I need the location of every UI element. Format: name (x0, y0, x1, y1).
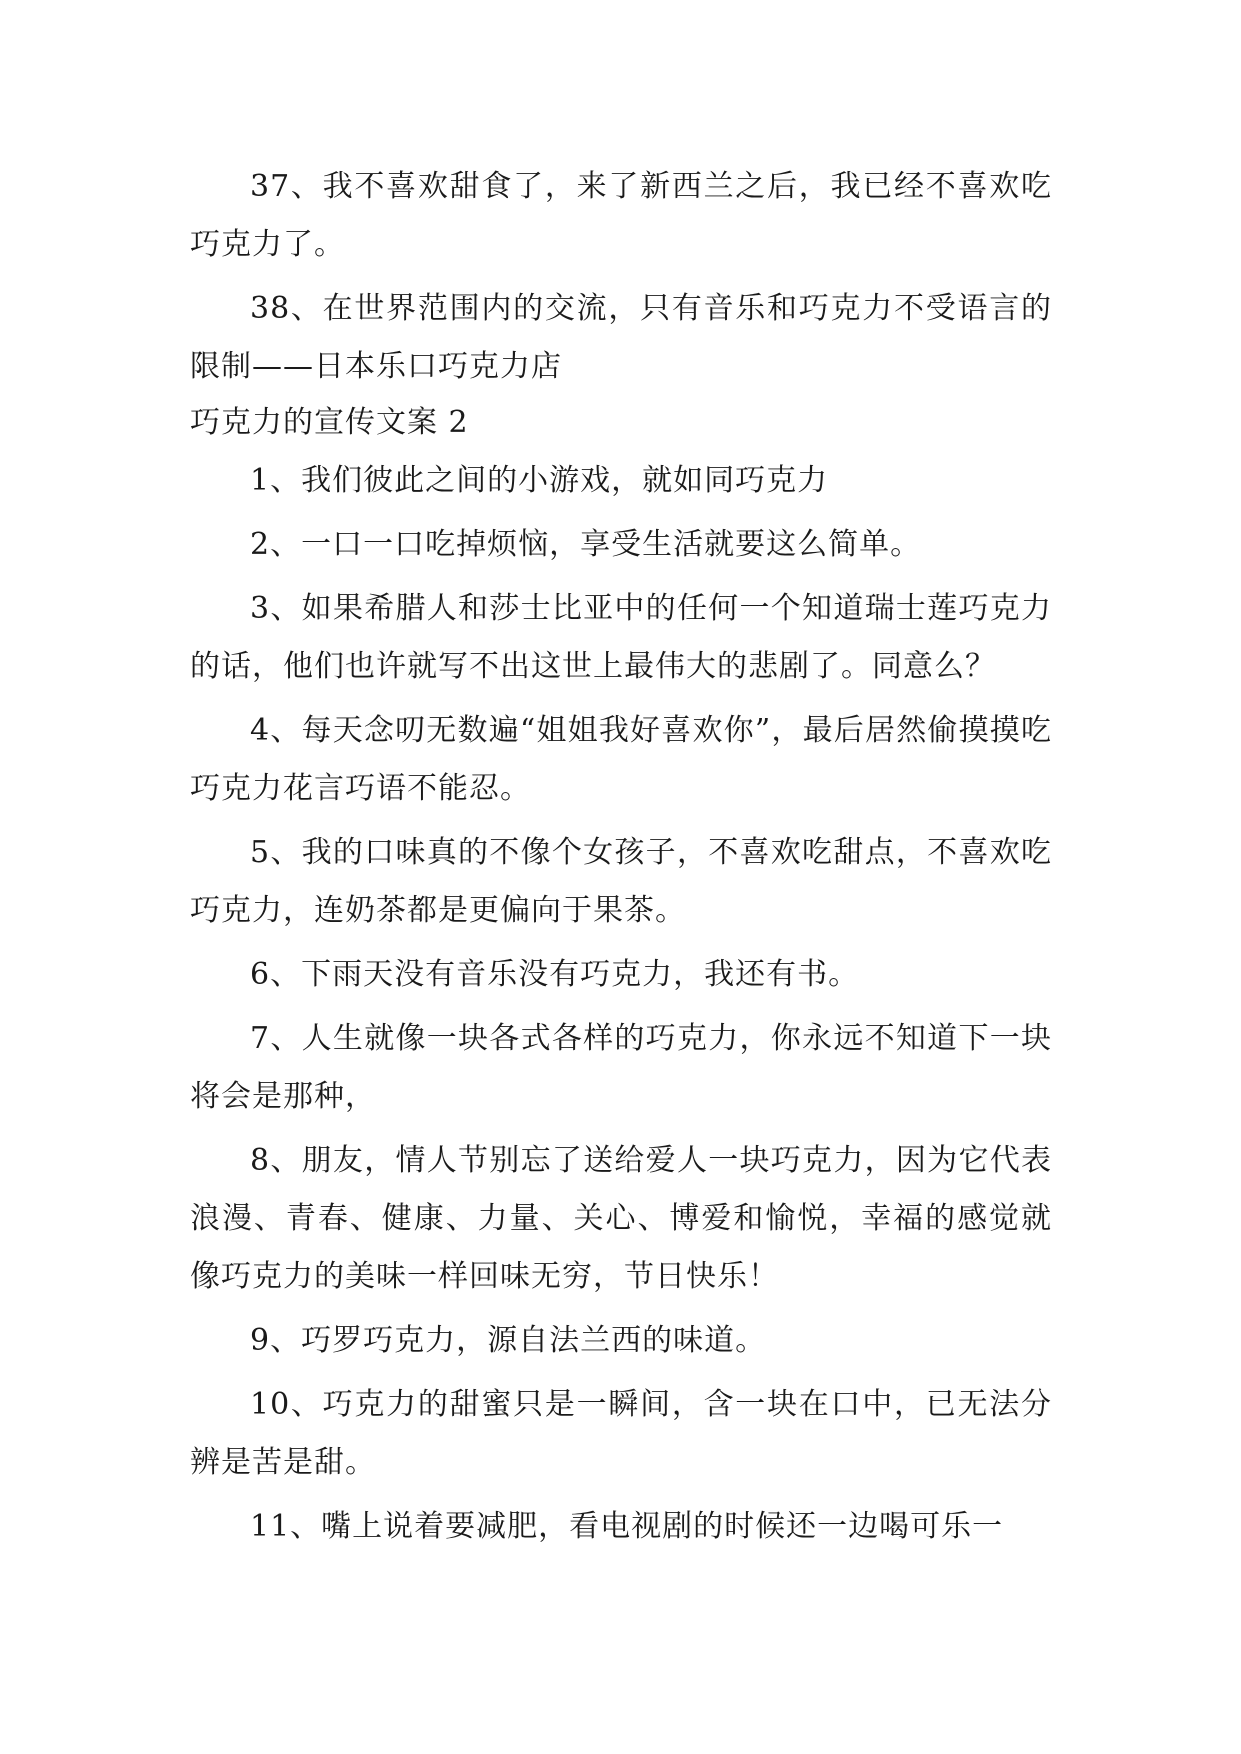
paragraph-1: 1、我们彼此之间的小游戏，就如同巧克力 (250, 463, 829, 498)
paragraph-5: 5、我的口味真的不像个女孩子，不喜欢吃甜点，不喜欢吃巧克力，连奶茶都是更偏向于果茶。 (190, 835, 1052, 928)
paragraph-37: 37、我不喜欢甜食了，来了新西兰之后，我已经不喜欢吃巧克力了。 (190, 169, 1052, 262)
paragraph-11: 11、嘴上说着要减肥，看电视剧的时候还一边喝可乐一 (250, 1509, 1004, 1544)
paragraph-9: 9、巧罗巧克力，源自法兰西的味道。 (250, 1323, 767, 1358)
paragraph-38: 38、在世界范围内的交流，只有音乐和巧克力不受语言的限制——日本乐口巧克力店 (190, 291, 1052, 384)
document-body (190, 158, 1052, 1556)
paragraph-6: 6、下雨天没有音乐没有巧克力，我还有书。 (250, 957, 860, 992)
paragraph-3: 3、如果希腊人和莎士比亚中的任何一个知道瑞士莲巧克力的话，他们也许就写不出这世上最伟大的悲剧了。同意么？ (190, 591, 1052, 684)
paragraph-7: 7、人生就像一块各式各样的巧克力，你永远不知道下一块将会是那种， (190, 1021, 1052, 1114)
paragraph-4: 4、每天念叨无数遍“姐姐我好喜欢你”，最后居然偷摸摸吃巧克力花言巧语不能忍。 (190, 713, 1052, 806)
paragraph-2: 2、一口一口吃掉烦恼，享受生活就要这么简单。 (250, 527, 922, 562)
paragraph-10: 10、巧克力的甜蜜只是一瞬间，含一块在口中，已无法分辨是苦是甜。 (190, 1387, 1052, 1480)
section-heading: 巧克力的宣传文案 2 (190, 405, 469, 440)
paragraph-8: 8、朋友，情人节别忘了送给爱人一块巧克力，因为它代表浪漫、青春、健康、力量、关心、博爱和愉悦，幸福的感觉就像巧克力的美味一样回味无穷，节日快乐！ (190, 1143, 1052, 1294)
